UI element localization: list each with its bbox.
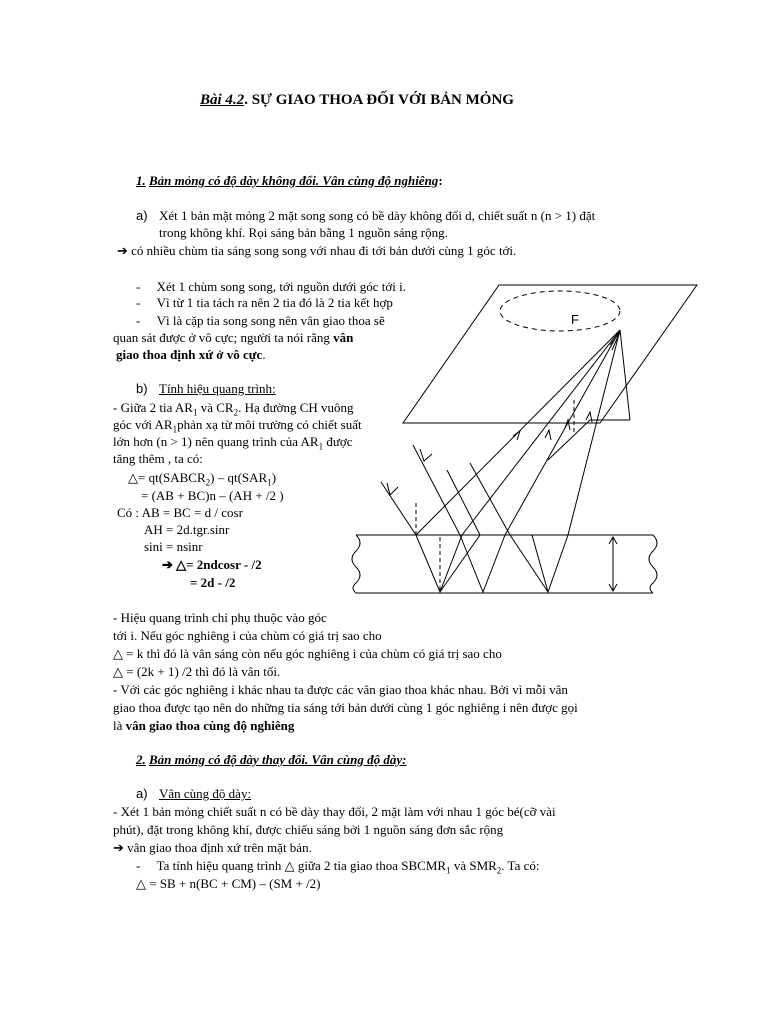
list-item: - Vì là cặp tia song song nên vân giao thoa sẽ <box>136 313 385 328</box>
paragraph: - Với các góc nghiêng i khác nhau ta được các vân giao thoa khác nhau. Bởi vì mỗi vân <box>113 682 568 697</box>
paragraph: phút), đặt trong không khí, được chiếu sáng bởi 1 nguồn sáng đơn sắc rộng <box>113 822 504 837</box>
paragraph: là vân giao thoa cùng độ nghiêng <box>113 718 295 733</box>
incident-ray <box>381 482 416 535</box>
refracted-ray <box>532 535 548 592</box>
section-2-heading: 2. Bản mỏng có độ dày thay đổi. Vân cùng độ dày: <box>136 752 407 767</box>
lens-ellipse <box>500 291 620 331</box>
paragraph: tăng thêm , ta có: <box>113 451 203 466</box>
equation: △ = SB + n(BC + CM) – (SM + /2) <box>136 876 321 891</box>
paragraph: góc với $AR_1phản$ xạ từ môi trường có chiết suất <box>113 417 362 435</box>
list-item: - Vì từ 1 tia tách ra nên 2 tia đó là 2 tia kết hợp <box>136 295 393 310</box>
film-break-left <box>352 535 360 593</box>
paragraph: quan sát được ở vô cực; người ta nói rằng vân <box>113 330 354 345</box>
item-a-marker: a) <box>136 786 148 801</box>
refracted-ray <box>460 535 505 592</box>
paragraph: lớn hơn (n > 1) nên quang trình của $AR_1$ được <box>113 434 353 452</box>
list-item: - Ta tính hiệu quang trình △ giữa 2 tia giao thoa $SBCMR_1$ và $SMR_2$. Ta có: <box>136 858 540 876</box>
paragraph: △ = (2k + 1) /2 thì đó là vân tối. <box>113 664 281 679</box>
arrow-line: ➔ có nhiều chùm tia sáng song song với nhau đi tới bản dưới cùng 1 góc tới. <box>117 243 517 258</box>
equation: ➔ △= 2ndcosr - /2 <box>162 557 262 572</box>
list-item: - Xét 1 chùm song song, tới nguồn dưới góc tới i. <box>136 279 406 294</box>
equation: Có : AB = BC = d / cosr <box>117 505 243 520</box>
reflected-ray <box>505 330 620 535</box>
equation: △= $qt(SABCR_2) - qt(SAR_1)$ <box>128 470 277 488</box>
page-title: Bài 4.2. SỰ GIAO THOA ĐỐI VỚI BẢN MỎNG <box>200 92 514 108</box>
arrow-line: ➔ vân giao thoa định xứ trên mặt bản. <box>113 840 312 855</box>
paragraph: △ = k thì đó là vân sáng còn nếu góc nghiêng i của chùm có giá trị sao cho <box>113 646 502 661</box>
equation: sini = nsinr <box>144 539 203 554</box>
incident-ray <box>447 470 480 535</box>
paragraph: giao thoa định xứ ở vô cực. <box>116 347 266 362</box>
focal-plane <box>403 285 697 423</box>
refracted-ray <box>510 535 568 592</box>
film-break-right <box>649 535 657 593</box>
item-a-marker: a) <box>136 208 148 223</box>
equation: = 2d - /2 <box>190 575 236 590</box>
refracted-ray <box>440 535 480 592</box>
paragraph: Xét 1 bản mặt mỏng 2 mặt song song có bề dày không đổi d, chiết suất n (n > 1) đặt <box>159 208 596 223</box>
focal-point-label: F <box>571 312 579 327</box>
section-1-heading: 1. Bản mỏng có độ dày không đổi. Vân cùng độ nghiêng: <box>136 173 443 188</box>
paragraph: giao thoa được tạo nên do những tia sáng tới bản dưới cùng 1 góc nghiêng i nên được gọi <box>113 700 578 715</box>
incident-ray <box>413 445 460 535</box>
equation: AH = 2d.tgr.sinr <box>144 522 230 537</box>
item-b-marker: b) <box>136 381 148 396</box>
paragraph: tới i. Nếu góc nghiêng i của chùm có giá trị sao cho <box>113 628 382 643</box>
paragraph: trong không khí. Rọi sáng bản bằng 1 nguồn sáng rộng. <box>159 225 448 240</box>
paragraph: - Hiệu quang trình chỉ phụ thuộc vào góc <box>113 610 327 625</box>
paragraph: - Giữa 2 tia $AR_1$ và $CR_2$. Hạ đường CH vuông <box>113 400 354 418</box>
refracted-ray <box>416 535 462 592</box>
reflected-ray <box>568 330 620 535</box>
reflected-ray <box>462 330 620 535</box>
reflected-ray <box>620 330 630 420</box>
paragraph: - Xét 1 bản mỏng chiết suất n có bề dày thay đổi, 2 mặt làm với nhau 1 góc bé(cỡ vài <box>113 804 556 819</box>
equation: = (AB + BC)n – (AH + /2 ) <box>141 488 284 503</box>
item-b-heading: Tính hiệu quang trình: <box>159 381 276 396</box>
item-a-heading: Vân cùng độ dày: <box>159 786 252 801</box>
